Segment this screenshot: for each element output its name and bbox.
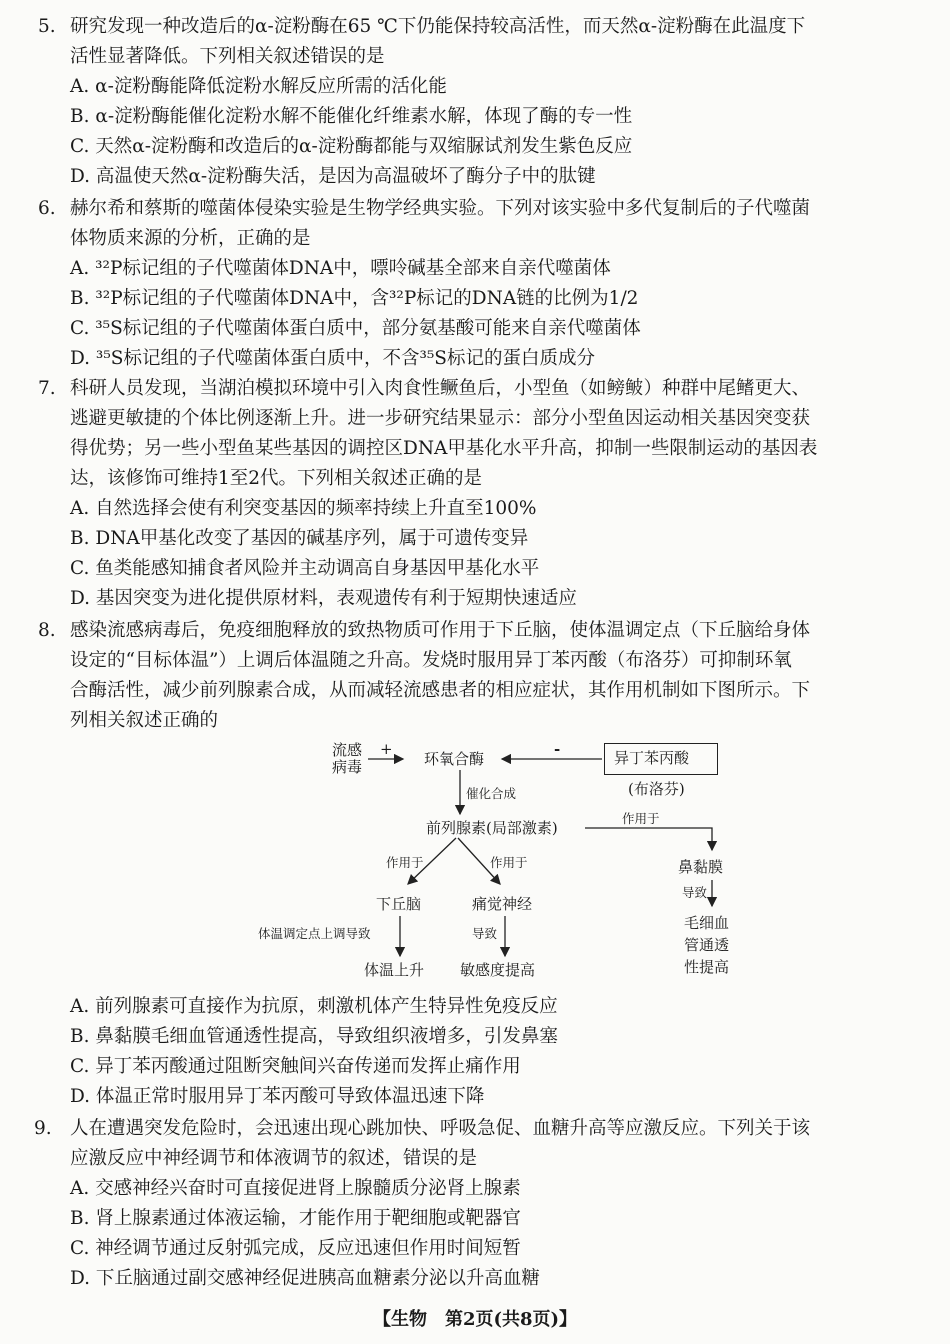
acts-on-nasal-label: 作用于 <box>622 811 660 826</box>
question-5-number: 5. <box>38 16 56 37</box>
question-8-stem-line: 列相关叙述正确的 <box>70 710 219 731</box>
question-8-option-a: A. 前列腺素可直接作为抗原，刺激机体产生特异性免疫反应 <box>70 996 558 1017</box>
question-6-option-a: A. ³²P标记组的子代噬菌体DNA中，嘌呤碱基全部来自亲代噬菌体 <box>70 258 611 279</box>
drug-label: 异丁苯丙酸 <box>614 749 690 767</box>
catalyze-label: 催化合成 <box>466 786 517 801</box>
question-7-stem-line: 得优势；另一些小型鱼某些基因的调控区DNA甲基化水平升高，抑制一些限制运动的基因表 <box>70 438 818 459</box>
question-9-option-b: B. 肾上腺素通过体液运输，才能作用于靶细胞或靶器官 <box>70 1208 521 1229</box>
leads-mid-label: 导致 <box>472 926 498 941</box>
question-6-option-c: C. ³⁵S标记组的子代噬菌体蛋白质中，部分氨基酸可能来自亲代噬菌体 <box>70 318 641 339</box>
question-5-option-b: B. α-淀粉酶能催化淀粉水解不能催化纤维素水解，体现了酶的专一性 <box>70 106 633 127</box>
question-7-number: 7. <box>38 378 56 399</box>
sensitivity-up-label: 敏感度提高 <box>460 961 536 979</box>
inhibit-sign: - <box>554 740 561 758</box>
question-5-option-c: C. 天然α-淀粉酶和改造后的α-淀粉酶都能与双缩脲试剂发生紫色反应 <box>70 136 633 157</box>
question-7-option-c: C. 鱼类能感知捕食者风险并主动调高自身基因甲基化水平 <box>70 558 540 579</box>
question-9-option-d: D. 下丘脑通过副交感神经促进胰高血糖素分泌以升高血糖 <box>70 1268 540 1289</box>
question-8-number: 8. <box>38 620 56 641</box>
capillary-label: 毛细血 管通透 性提高 <box>684 914 730 976</box>
question-8-option-c: C. 异丁苯丙酸通过阻断突触间兴奋传递而发挥止痛作用 <box>70 1056 521 1077</box>
question-9-option-c: C. 神经调节通过反射弧完成，反应迅速但作用时间短暂 <box>70 1238 521 1259</box>
acts-on-hypothalamus-label: 作用于 <box>386 855 424 870</box>
question-6-stem-line: 赫尔希和蔡斯的噬菌体侵染实验是生物学经典实验。下列对该实验中多代复制后的子代噬菌 <box>70 198 811 219</box>
question-5-stem-line: 研究发现一种改造后的α-淀粉酶在65 ℃下仍能保持较高活性，而天然α-淀粉酶在此温度下 <box>70 16 806 37</box>
arrow-prostaglandin-to-nasal <box>585 828 712 850</box>
question-9-stem-line: 应激反应中神经调节和体液调节的叙述，错误的是 <box>70 1148 478 1169</box>
prostaglandin-label: 前列腺素(局部激素) <box>426 819 558 837</box>
question-8-stem-line: 感染流感病毒后，免疫细胞释放的致热物质可作用于下丘脑，使体温调定点（下丘脑给身体 <box>70 620 811 641</box>
question-5-stem-line: 活性显著降低。下列相关叙述错误的是 <box>70 46 385 67</box>
question-7-stem-line: 达，该修饰可维持1至2代。下列相关叙述正确的是 <box>70 468 483 489</box>
question-9-number: 9. <box>34 1118 52 1139</box>
leads-nasal-label: 导致 <box>682 885 708 900</box>
setpoint-up-label: 体温调定点上调导致 <box>258 926 371 941</box>
question-8-stem-line: 设定的“目标体温”）上调后体温随之升高。发烧时服用异丁苯丙酸（布洛芬）可抑制环氧 <box>70 650 792 671</box>
question-7-option-b: B. DNA甲基化改变了基因的碱基序列，属于可遗传变异 <box>70 528 529 549</box>
question-6-option-b: B. ³²P标记组的子代噬菌体DNA中，含³²P标记的DNA链的比例为1/2 <box>70 288 639 309</box>
temp-up-label: 体温上升 <box>364 961 425 979</box>
question-8-stem-line: 合酶活性，减少前列腺素合成，从而减轻流感患者的相应症状，其作用机制如下图所示。下 <box>70 680 811 701</box>
hypothalamus-label: 下丘脑 <box>376 895 422 913</box>
question-6-stem-line: 体物质来源的分析，正确的是 <box>70 228 311 249</box>
nasal-mucosa-label: 鼻黏膜 <box>678 858 724 876</box>
question-9-option-a: A. 交感神经兴奋时可直接促进肾上腺髓质分泌肾上腺素 <box>70 1178 521 1199</box>
question-8-option-b: B. 鼻黏膜毛细血管通透性提高，导致组织液增多，引发鼻塞 <box>70 1026 558 1047</box>
promote-sign: + <box>380 740 393 758</box>
question-7-stem-line: 科研人员发现，当湖泊模拟环境中引入肉食性鳜鱼后，小型鱼（如鳑鲏）种群中尾鳍更大、 <box>70 378 811 399</box>
pain-nerve-label: 痛觉神经 <box>472 895 533 913</box>
acts-on-pain-nerve-label: 作用于 <box>490 855 528 870</box>
virus-label: 流感 病毒 <box>332 741 363 776</box>
question-7-option-a: A. 自然选择会使有利突变基因的频率持续上升直至100% <box>70 498 537 519</box>
page-footer: 【生物 第2页(共8页)】 <box>372 1309 578 1330</box>
enzyme-label: 环氧合酶 <box>424 750 485 768</box>
question-8-option-d: D. 体温正常时服用异丁苯丙酸可导致体温迅速下降 <box>70 1086 485 1107</box>
question-7-option-d: D. 基因突变为进化提供原材料，表观遗传有利于短期快速适应 <box>70 588 577 609</box>
question-6-number: 6. <box>38 198 56 219</box>
drug-alias-label: (布洛芬) <box>628 780 685 798</box>
question-9-stem-line: 人在遭遇突发危险时，会迅速出现心跳加快、呼吸急促、血糖升高等应激反应。下列关于该 <box>70 1118 811 1139</box>
mechanism-diagram <box>240 738 740 988</box>
question-5-option-a: A. α-淀粉酶能降低淀粉水解反应所需的活化能 <box>70 76 447 97</box>
question-7-stem-line: 逃避更敏捷的个体比例逐渐上升。进一步研究结果显示：部分小型鱼因运动相关基因突变获 <box>70 408 811 429</box>
question-6-option-d: D. ³⁵S标记组的子代噬菌体蛋白质中，不含³⁵S标记的蛋白质成分 <box>70 348 595 369</box>
question-5-option-d: D. 高温使天然α-淀粉酶失活，是因为高温破坏了酶分子中的肽键 <box>70 166 596 187</box>
